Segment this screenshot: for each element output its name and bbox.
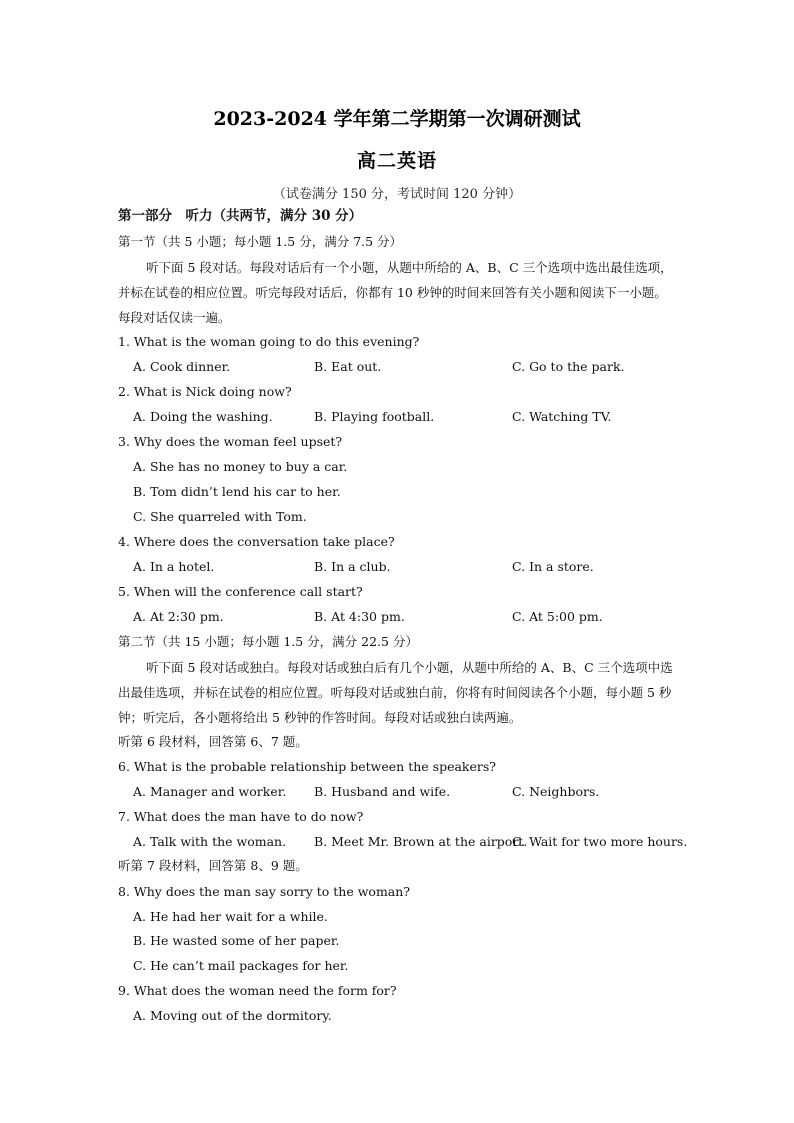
material-note: 听第 7 段材料，回答第 8、9 题。 — [118, 858, 308, 873]
option-b: B. In a club. — [314, 559, 391, 574]
question-stem: 3. Why does the woman feel upset? — [118, 434, 343, 449]
part1-title: 第一部分 听力（共两节，满分 30 分） — [118, 208, 363, 224]
option-a: A. Doing the washing. — [133, 409, 273, 424]
section1-title: 第一节（共 5 小题；每小题 1.5 分，满分 7.5 分） — [118, 234, 403, 249]
question-stem: 9. What does the woman need the form for? — [118, 983, 397, 998]
option-c: C. Neighbors. — [512, 784, 600, 799]
option-c: C. At 5:00 pm. — [512, 609, 603, 624]
option-a: A. She has no money to buy a car. — [133, 459, 348, 474]
exam-title: 2023-2024 学年第二学期第一次调研测试 — [213, 108, 581, 130]
option-c: C. Go to the park. — [512, 359, 625, 374]
option-c: C. She quarreled with Tom. — [133, 509, 307, 524]
option-b: B. Husband and wife. — [314, 784, 451, 799]
option-b: B. Tom didn’t lend his car to her. — [133, 484, 341, 499]
option-a: A. At 2:30 pm. — [133, 609, 224, 624]
option-a: A. Talk with the woman. — [133, 834, 287, 849]
option-c: C. Watching TV. — [512, 409, 612, 424]
option-a: A. Moving out of the dormitory. — [133, 1008, 332, 1023]
option-a: A. In a hotel. — [133, 559, 215, 574]
option-b: B. He wasted some of her paper. — [133, 933, 340, 948]
option-b: B. At 4:30 pm. — [314, 609, 405, 624]
option-c: C. He can’t mail packages for her. — [133, 958, 349, 973]
question-stem: 7. What does the man have to do now? — [118, 809, 364, 824]
option-a: A. Manager and worker. — [133, 784, 287, 799]
option-b: B. Meet Mr. Brown at the airport. — [314, 834, 528, 849]
question-stem: 1. What is the woman going to do this evening? — [118, 334, 420, 349]
section2-title: 第二节（共 15 小题；每小题 1.5 分，满分 22.5 分） — [118, 634, 418, 649]
section1-instructions: 听下面 5 段对话。每段对话后有一个小题，从题中所给的 A、B、C 三个选项中选出最佳选项，并标在试卷的相应位置。听完每段对话后，你都有 10 秒钟的时间来回答有关小题和阅读下一小题。每段对话仅读一遍。 — [118, 260, 673, 325]
question-stem: 8. Why does the man say sorry to the woman? — [118, 884, 410, 899]
question-stem: 2. What is Nick doing now? — [118, 384, 292, 399]
material-note: 听第 6 段材料，回答第 6、7 题。 — [118, 734, 308, 749]
exam-subject: 高二英语 — [356, 150, 437, 172]
exam-note: （试卷满分 150 分，考试时间 120 分钟） — [272, 187, 522, 202]
question-stem: 4. Where does the conversation take place? — [118, 534, 395, 549]
option-c: C. In a store. — [512, 559, 594, 574]
option-a: A. He had her wait for a while. — [133, 909, 328, 924]
question-stem: 6. What is the probable relationship between the speakers? — [118, 759, 496, 774]
option-c: C. Wait for two more hours. — [512, 834, 688, 849]
section2-instructions: 听下面 5 段对话或独白。每段对话或独白后有几个小题，从题中所给的 A、B、C 三个选项中选出最佳选项，并标在试卷的相应位置。听每段对话或独白前，你将有时间阅读各个小题，每小题 5 秒钟；听完后，各小题将给出 5 秒钟的作答时间。每段对话或独白读两遍。 — [118, 660, 673, 725]
option-a: A. Cook dinner. — [133, 359, 231, 374]
option-b: B. Eat out. — [314, 359, 382, 374]
option-b: B. Playing football. — [314, 409, 435, 424]
question-stem: 5. When will the conference call start? — [118, 584, 363, 599]
